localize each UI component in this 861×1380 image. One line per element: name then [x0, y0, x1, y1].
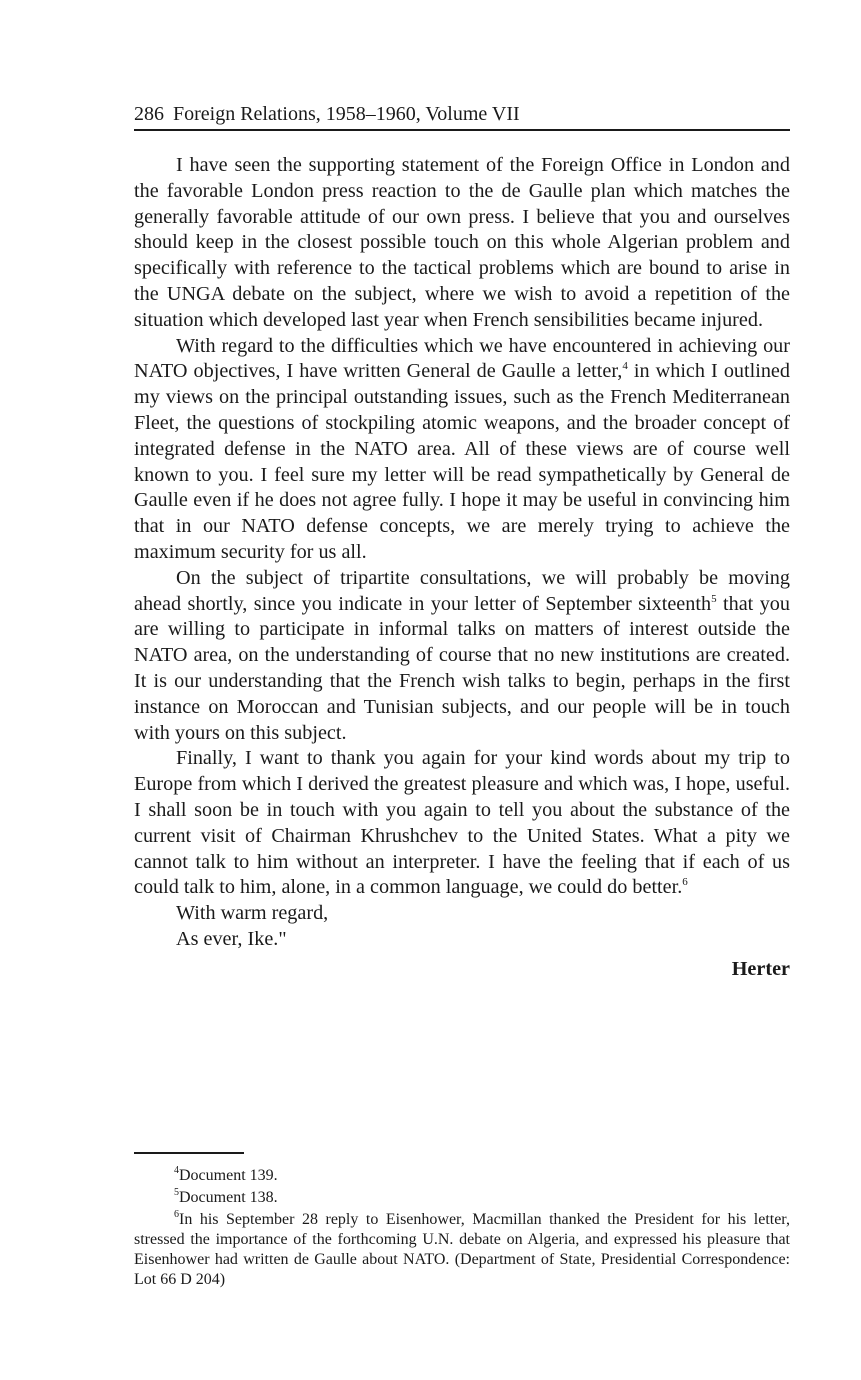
footnote-5	[134, 1188, 790, 1208]
footnote-divider	[134, 1152, 244, 1154]
footnote-mark: 6	[174, 1209, 179, 1220]
footnote-6	[134, 1210, 790, 1290]
page-number: 286	[134, 103, 164, 125]
footnotes	[134, 1166, 790, 1290]
paragraph-4	[134, 746, 790, 901]
paragraph-1: I have seen the supporting statement of the Foreign Office in London and the favorable London press reaction to the de Gaulle plan which matches the generally favorable attitude of our own press. I believe that you and ourselves should keep in the closest possible touch on this whole Algerian problem and specifically with reference to the tactical problems which are bound to arise in the UNGA debate on the subject, where we wish to avoid a repetition of the situation which developed last year when French sensibilities became injured.	[134, 154, 790, 331]
running-header	[134, 100, 790, 131]
footnote-4	[134, 1166, 790, 1186]
footnote-text: In his September 28 reply to Eisenhower, Macmillan thanked the President for his letter, stressed the importance of the forthcoming U.N. debate on Algeria, and expressed his pleasure that Eisenhower had written de Gaulle about NATO. (Department of State, Presidential Correspondence: Lot 66 D 204)	[134, 1211, 790, 1288]
footnote-ref-4[interactable]: 4	[622, 360, 628, 373]
running-title: Foreign Relations, 1958–1960, Volume VII	[173, 103, 520, 125]
paragraph-3	[134, 566, 790, 747]
letter-body	[134, 153, 790, 983]
closing-line-2: As ever, Ike."	[176, 927, 287, 950]
page	[134, 100, 790, 983]
paragraph-2	[134, 334, 790, 566]
paragraph-3-text-b: that you are willing to participate in informal talks on matters of interest outside the NATO area, on the understanding of course that no new institutions are created. It is our understanding that the French wish talks to begin, perhaps in the first instance on Moroccan and Tunisian subjects, and our people will be in touch with yours on this subject.	[134, 592, 790, 744]
signature: Herter	[731, 957, 790, 980]
footnote-text: Document 138.	[179, 1189, 278, 1206]
paragraph-4-text: Finally, I want to thank you again for your kind words about my trip to Europe from which I derived the greatest pleasure and which was, I hope, useful. I shall soon be in touch with you again to tell you about the substance of the current visit of Chairman Khrushchev to the United States. What a pity we cannot talk to him without an interpreter. I have the feeling that if each of us could talk to him, alone, in a common language, we could do better.	[134, 747, 790, 899]
closing-line-1: With warm regard,	[176, 902, 329, 925]
footnote-ref-5[interactable]: 5	[711, 592, 717, 605]
footnote-text: Document 139.	[179, 1167, 278, 1184]
footnote-mark: 5	[174, 1187, 179, 1198]
footnote-ref-6[interactable]: 6	[682, 876, 688, 889]
footnote-mark: 4	[174, 1165, 179, 1176]
paragraph-2-text-b: in which I outlined my views on the principal outstanding issues, such as the French Mediterranean Fleet, the questions of stockpiling atomic weapons, and the broader concept of integrated defense in the NATO area. All of these views are of course well known to you. I feel sure my letter will be read sympathetically by General de Gaulle even if he does not agree fully. I hope it may be useful in convincing him that in our NATO defense concepts, we are merely trying to achieve the maximum security for us all.	[134, 360, 790, 563]
paragraph-2-text-a: With regard to the difficulties which we have encountered in achieving our NATO objectives, I have written General de Gaulle a letter,	[134, 334, 790, 383]
paragraph-3-text-a: On the subject of tripartite consultations, we will probably be moving ahead shortly, since you indicate in your letter of September sixteenth	[134, 566, 790, 615]
